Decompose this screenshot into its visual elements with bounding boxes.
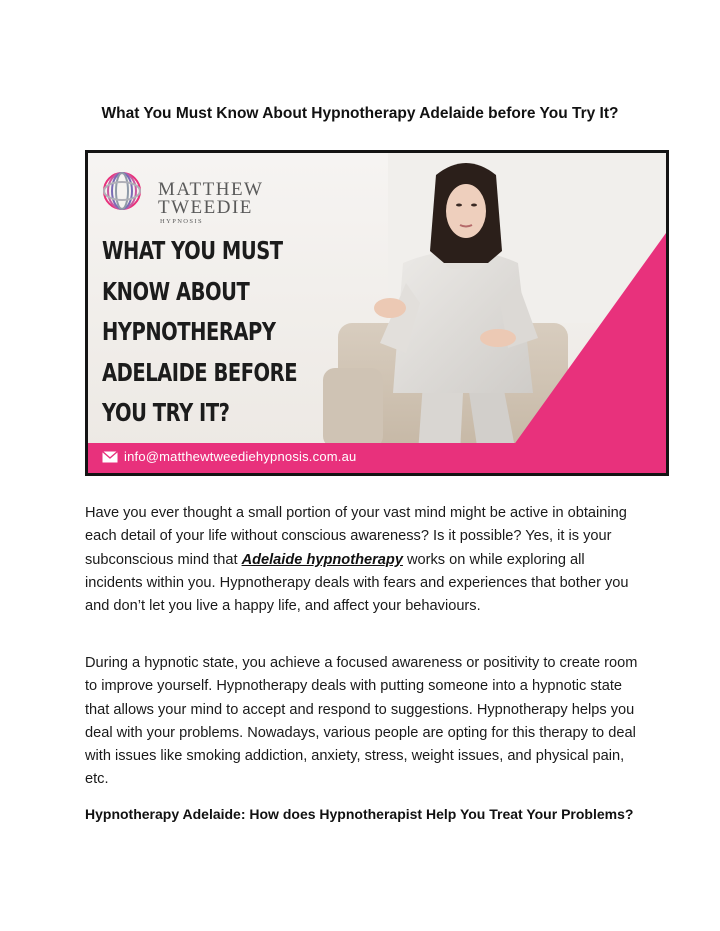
- email-bar: [88, 443, 666, 473]
- headline-line: ADELAIDE BEFORE: [102, 357, 298, 387]
- brand-logo: [100, 165, 264, 225]
- logo-line-3: HYPNOSIS: [160, 218, 203, 225]
- envelope-icon: [102, 451, 118, 463]
- logo-line-1: MATTHEW: [158, 179, 264, 200]
- paragraph-intro: [85, 502, 645, 618]
- banner-headline: [102, 231, 352, 434]
- section-subheading: Hypnotherapy Adelaide: How does Hypnotherapist Help You Treat Your Problems?: [85, 806, 634, 822]
- headline-line: WHAT YOU MUST: [102, 236, 283, 265]
- logo-swirl-icon: [100, 169, 144, 213]
- paragraph-text: works on while exploring all incidents within you. Hypnotherapy deals with fears and experiences that bother you and don’t let you live a happy life, and affect your behaviours.: [85, 551, 629, 615]
- page-title: What You Must Know About Hypnotherapy Adelaide before You Try It?: [101, 105, 619, 123]
- banner-image: [85, 150, 669, 476]
- email-address: info@matthewtweediehypnosis.com.au: [124, 449, 357, 464]
- headline-line: KNOW ABOUT: [102, 276, 250, 306]
- headline-line: HYPNOTHERAPY: [102, 317, 276, 346]
- logo-line-2: TWEEDIE: [158, 197, 253, 218]
- paragraph-hypnotic-state: During a hypnotic state, you achieve a focused awareness or positivity to create room to improve yourself. Hypnotherapy deals with putting someone into a hypnotic state that allows your mind to accept and respond to suggestions. Hypnotherapy helps you deal with your problems. Nowadays, various people are opting for this therapy to deal with issues like smoking addiction, anxiety, stress, weight issues, and physical pain, etc.: [85, 655, 638, 788]
- paragraph-text: Have you ever thought a small portion of your vast mind might be active in obtaining each detail of your life without conscious awareness? Is it possible? Yes, it is your subconscious mind that: [85, 505, 627, 568]
- headline-line: YOU TRY IT?: [102, 398, 230, 427]
- adelaide-hypnotherapy-link[interactable]: Adelaide hypnotherapy: [241, 551, 403, 568]
